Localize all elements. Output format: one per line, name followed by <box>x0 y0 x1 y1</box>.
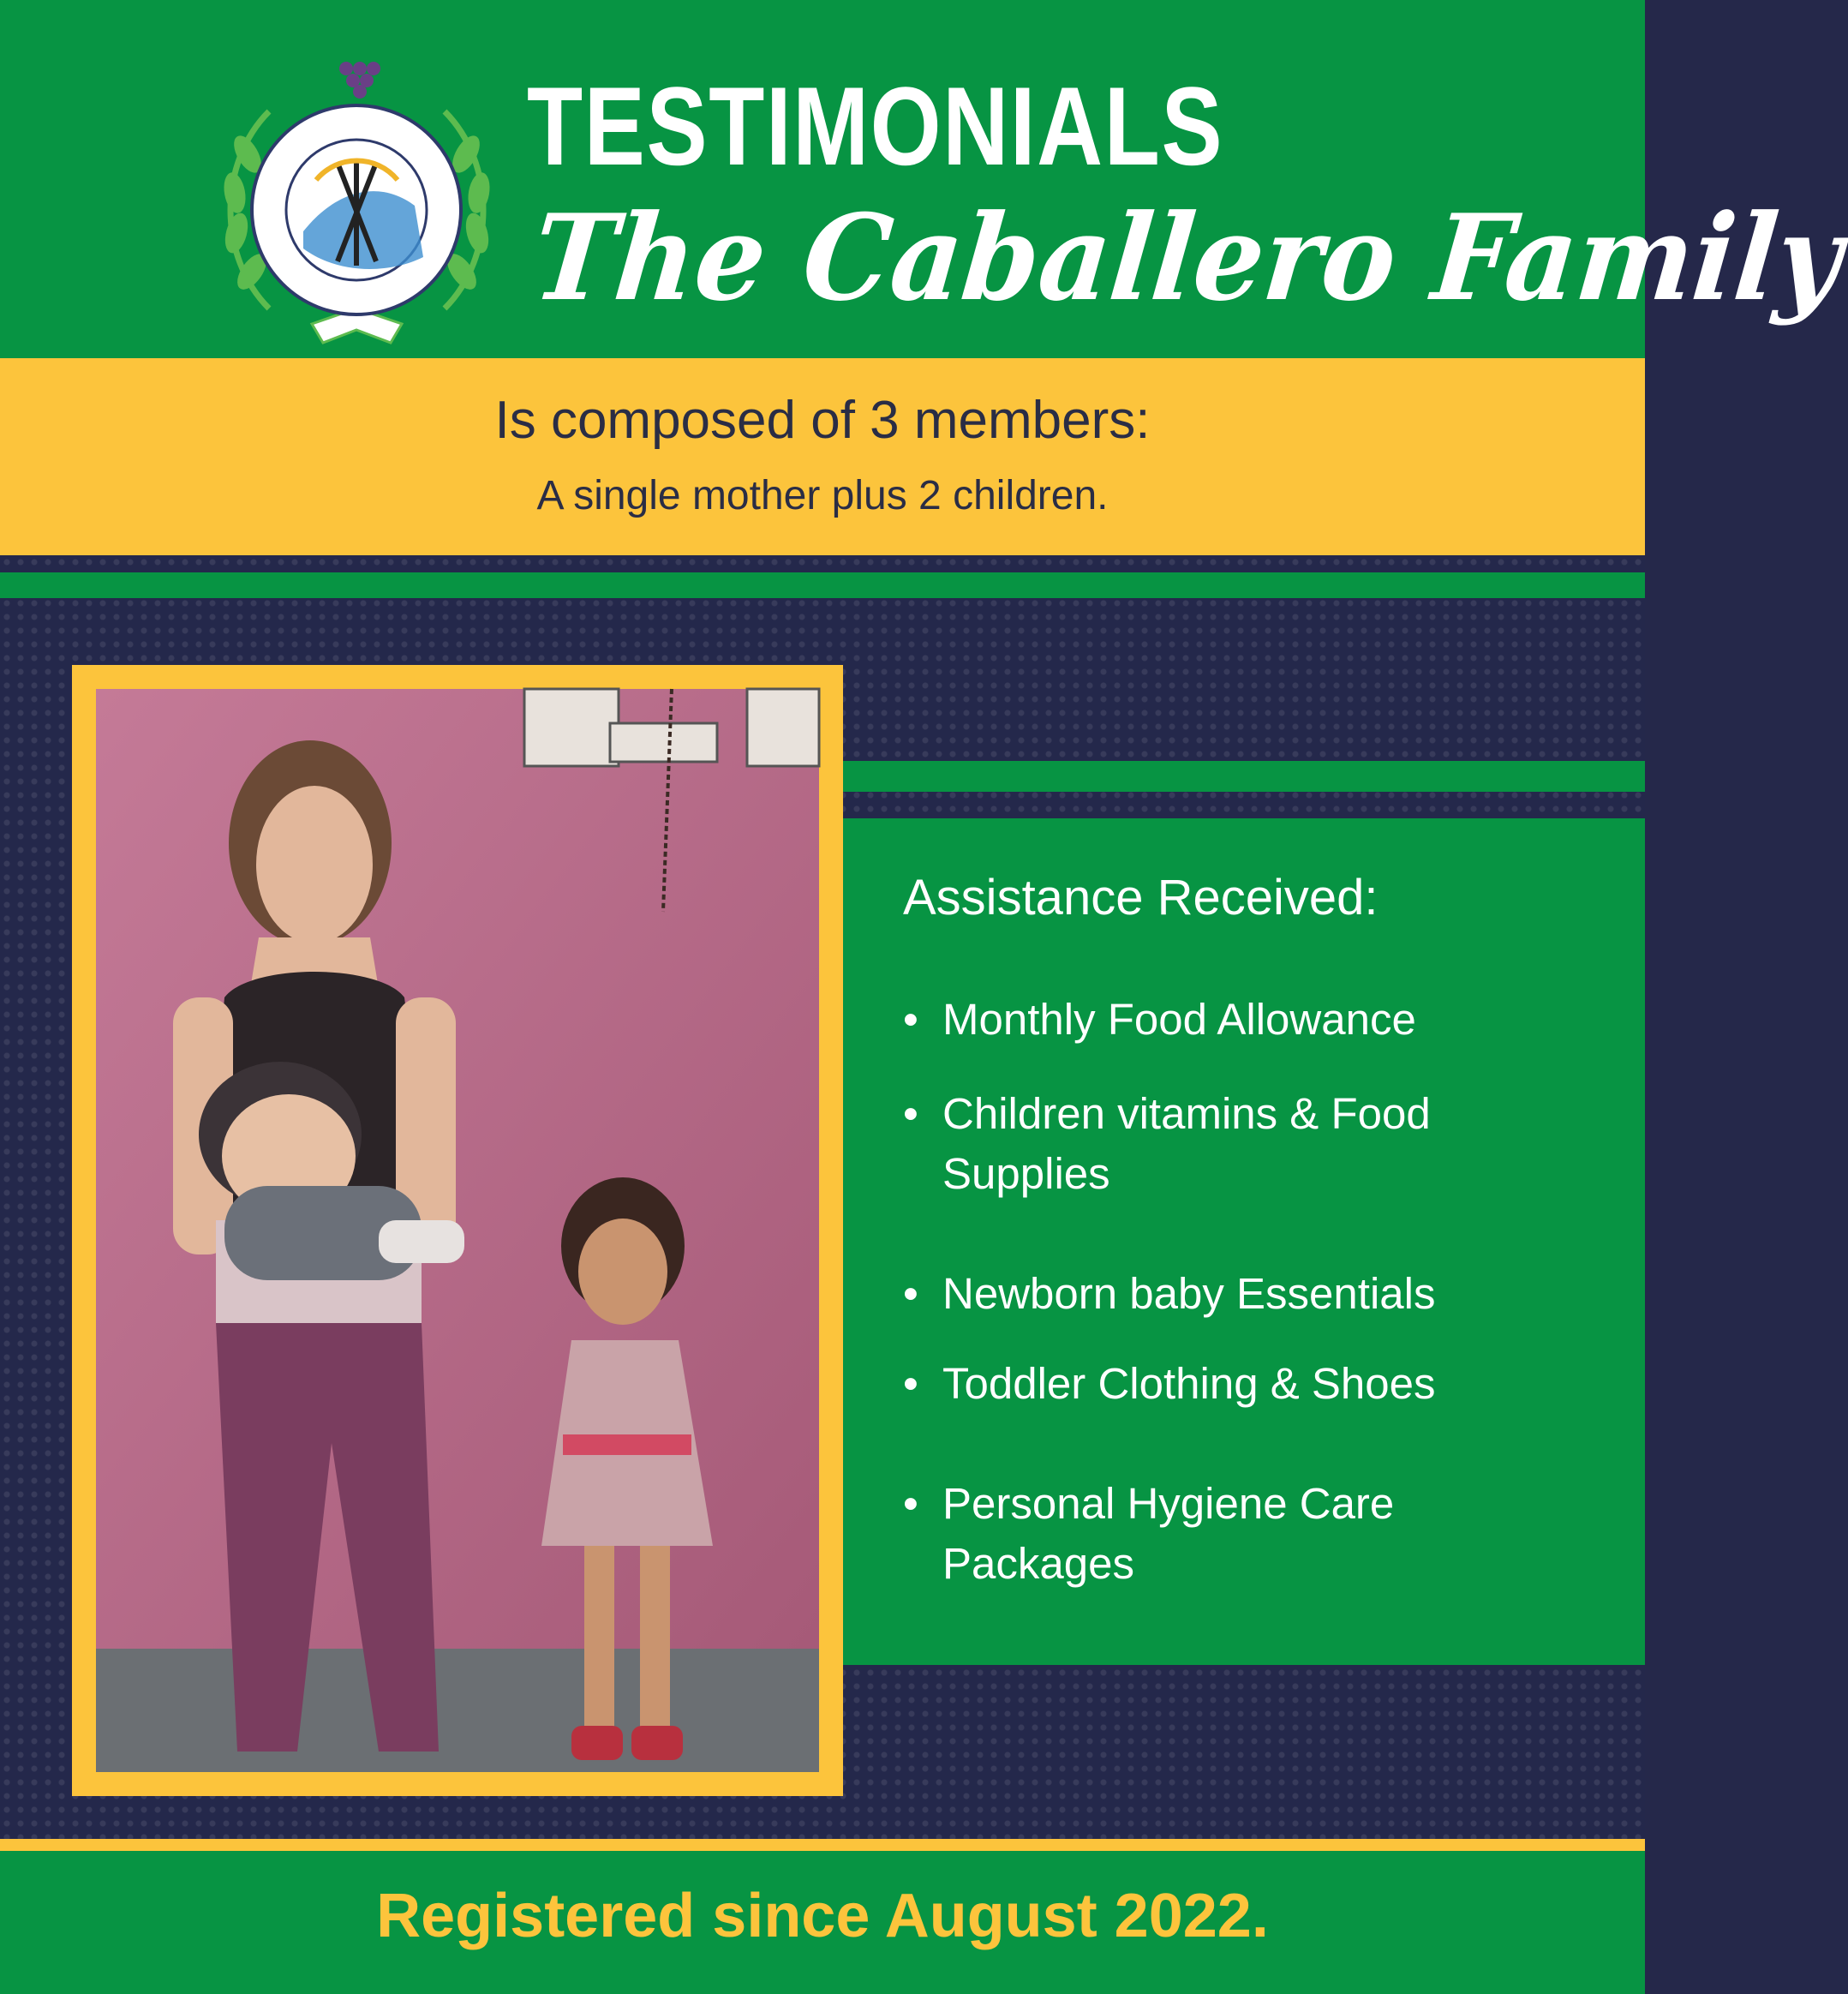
list-item <box>903 990 1588 1050</box>
registration-text: Registered since August 2022. <box>376 1882 1269 1950</box>
members-detail-text: A single mother plus 2 children. <box>536 473 1109 518</box>
divider-stripe <box>0 572 1645 598</box>
bullet-icon: • <box>903 1269 918 1318</box>
list-item-label: Children vitamins & Food Supplies <box>942 1089 1431 1198</box>
list-item-label: Newborn baby Essentials <box>942 1269 1436 1318</box>
assistance-panel <box>843 818 1645 1665</box>
list-item-label: Toddler Clothing & Shoes <box>942 1359 1436 1408</box>
members-count-text: Is composed of 3 members: <box>494 391 1151 450</box>
foundation-logo <box>209 51 505 356</box>
list-item <box>903 1354 1588 1414</box>
list-item <box>903 1474 1588 1594</box>
bullet-icon: • <box>903 1089 918 1138</box>
bullet-icon: • <box>903 1359 918 1408</box>
list-item <box>903 1264 1588 1324</box>
bullet-icon: • <box>903 1479 918 1528</box>
page-title: TESTIMONIALS <box>527 63 1224 189</box>
list-item <box>903 1084 1588 1204</box>
header <box>0 0 1848 358</box>
list-item-label: Personal Hygiene Care Packages <box>942 1479 1395 1588</box>
family-photo <box>96 689 819 1772</box>
summary-band <box>0 358 1645 555</box>
assistance-title: Assistance Received: <box>903 870 1379 925</box>
list-item-label: Monthly Food Allowance <box>942 995 1416 1044</box>
photo-frame <box>72 665 843 1796</box>
footer-divider <box>0 1839 1645 1851</box>
panel-accent-bar <box>843 761 1645 792</box>
family-name: The Caballero Family <box>527 188 1848 327</box>
bullet-icon: • <box>903 995 918 1044</box>
footer <box>0 1851 1645 1994</box>
